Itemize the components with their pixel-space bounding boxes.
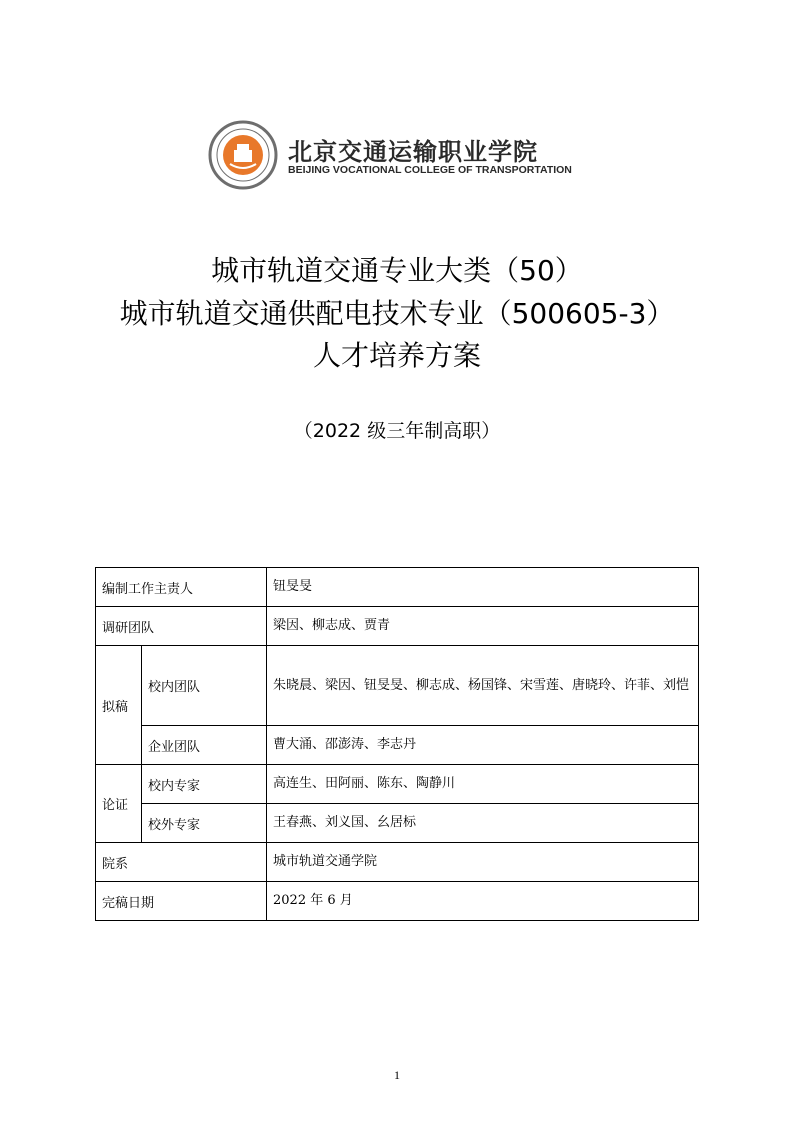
- table-row: [96, 765, 699, 804]
- review-external-value: 王春燕、刘义国、幺居标: [267, 804, 699, 843]
- draft-internal-label: 校内团队: [142, 646, 267, 726]
- title-line-1: 城市轨道交通专业大类（50）: [211, 254, 583, 287]
- info-table: [95, 567, 699, 921]
- page-number: 1: [394, 1068, 400, 1082]
- review-label: 论证: [96, 765, 142, 843]
- table-row: [96, 607, 699, 646]
- table-row: [96, 843, 699, 882]
- review-external-label: 校外专家: [142, 804, 267, 843]
- college-label: 院系: [96, 843, 267, 882]
- subtitle: （2022 级三年制高职）: [293, 420, 501, 442]
- research-label: 调研团队: [96, 607, 267, 646]
- table-row: [96, 726, 699, 765]
- review-internal-label: 校内专家: [142, 765, 267, 804]
- date-value: 2022 年 6 月: [267, 882, 699, 921]
- date-label: 完稿日期: [96, 882, 267, 921]
- title-line-3: 人才培养方案: [312, 339, 481, 372]
- school-name-cn: 北京交通运输职业学院: [288, 138, 538, 166]
- draft-enterprise-label: 企业团队: [142, 726, 267, 765]
- table-row: [96, 646, 699, 726]
- college-value: 城市轨道交通学院: [267, 843, 699, 882]
- table-row: [96, 882, 699, 921]
- table-row: [96, 568, 699, 607]
- research-value: 梁因、柳志成、贾青: [267, 607, 699, 646]
- draft-enterprise-value: 曹大涌、邵澎涛、李志丹: [267, 726, 699, 765]
- editor-label: 编制工作主责人: [96, 568, 267, 607]
- draft-internal-value: 朱晓晨、梁因、钮旻旻、柳志成、杨国锋、宋雪莲、唐晓玲、许菲、刘恺: [267, 646, 699, 726]
- editor-value: 钮旻旻: [267, 568, 699, 607]
- title-line-2: 城市轨道交通供配电技术专业（500605-3）: [119, 297, 675, 330]
- school-seal-icon: [208, 120, 278, 190]
- draft-label: 拟稿: [96, 646, 142, 765]
- table-row: [96, 804, 699, 843]
- school-logo: [208, 120, 584, 190]
- review-internal-value: 高连生、田阿丽、陈东、陶静川: [267, 765, 699, 804]
- school-name-en: BEIJING VOCATIONAL COLLEGE OF TRANSPORTATION: [288, 164, 572, 176]
